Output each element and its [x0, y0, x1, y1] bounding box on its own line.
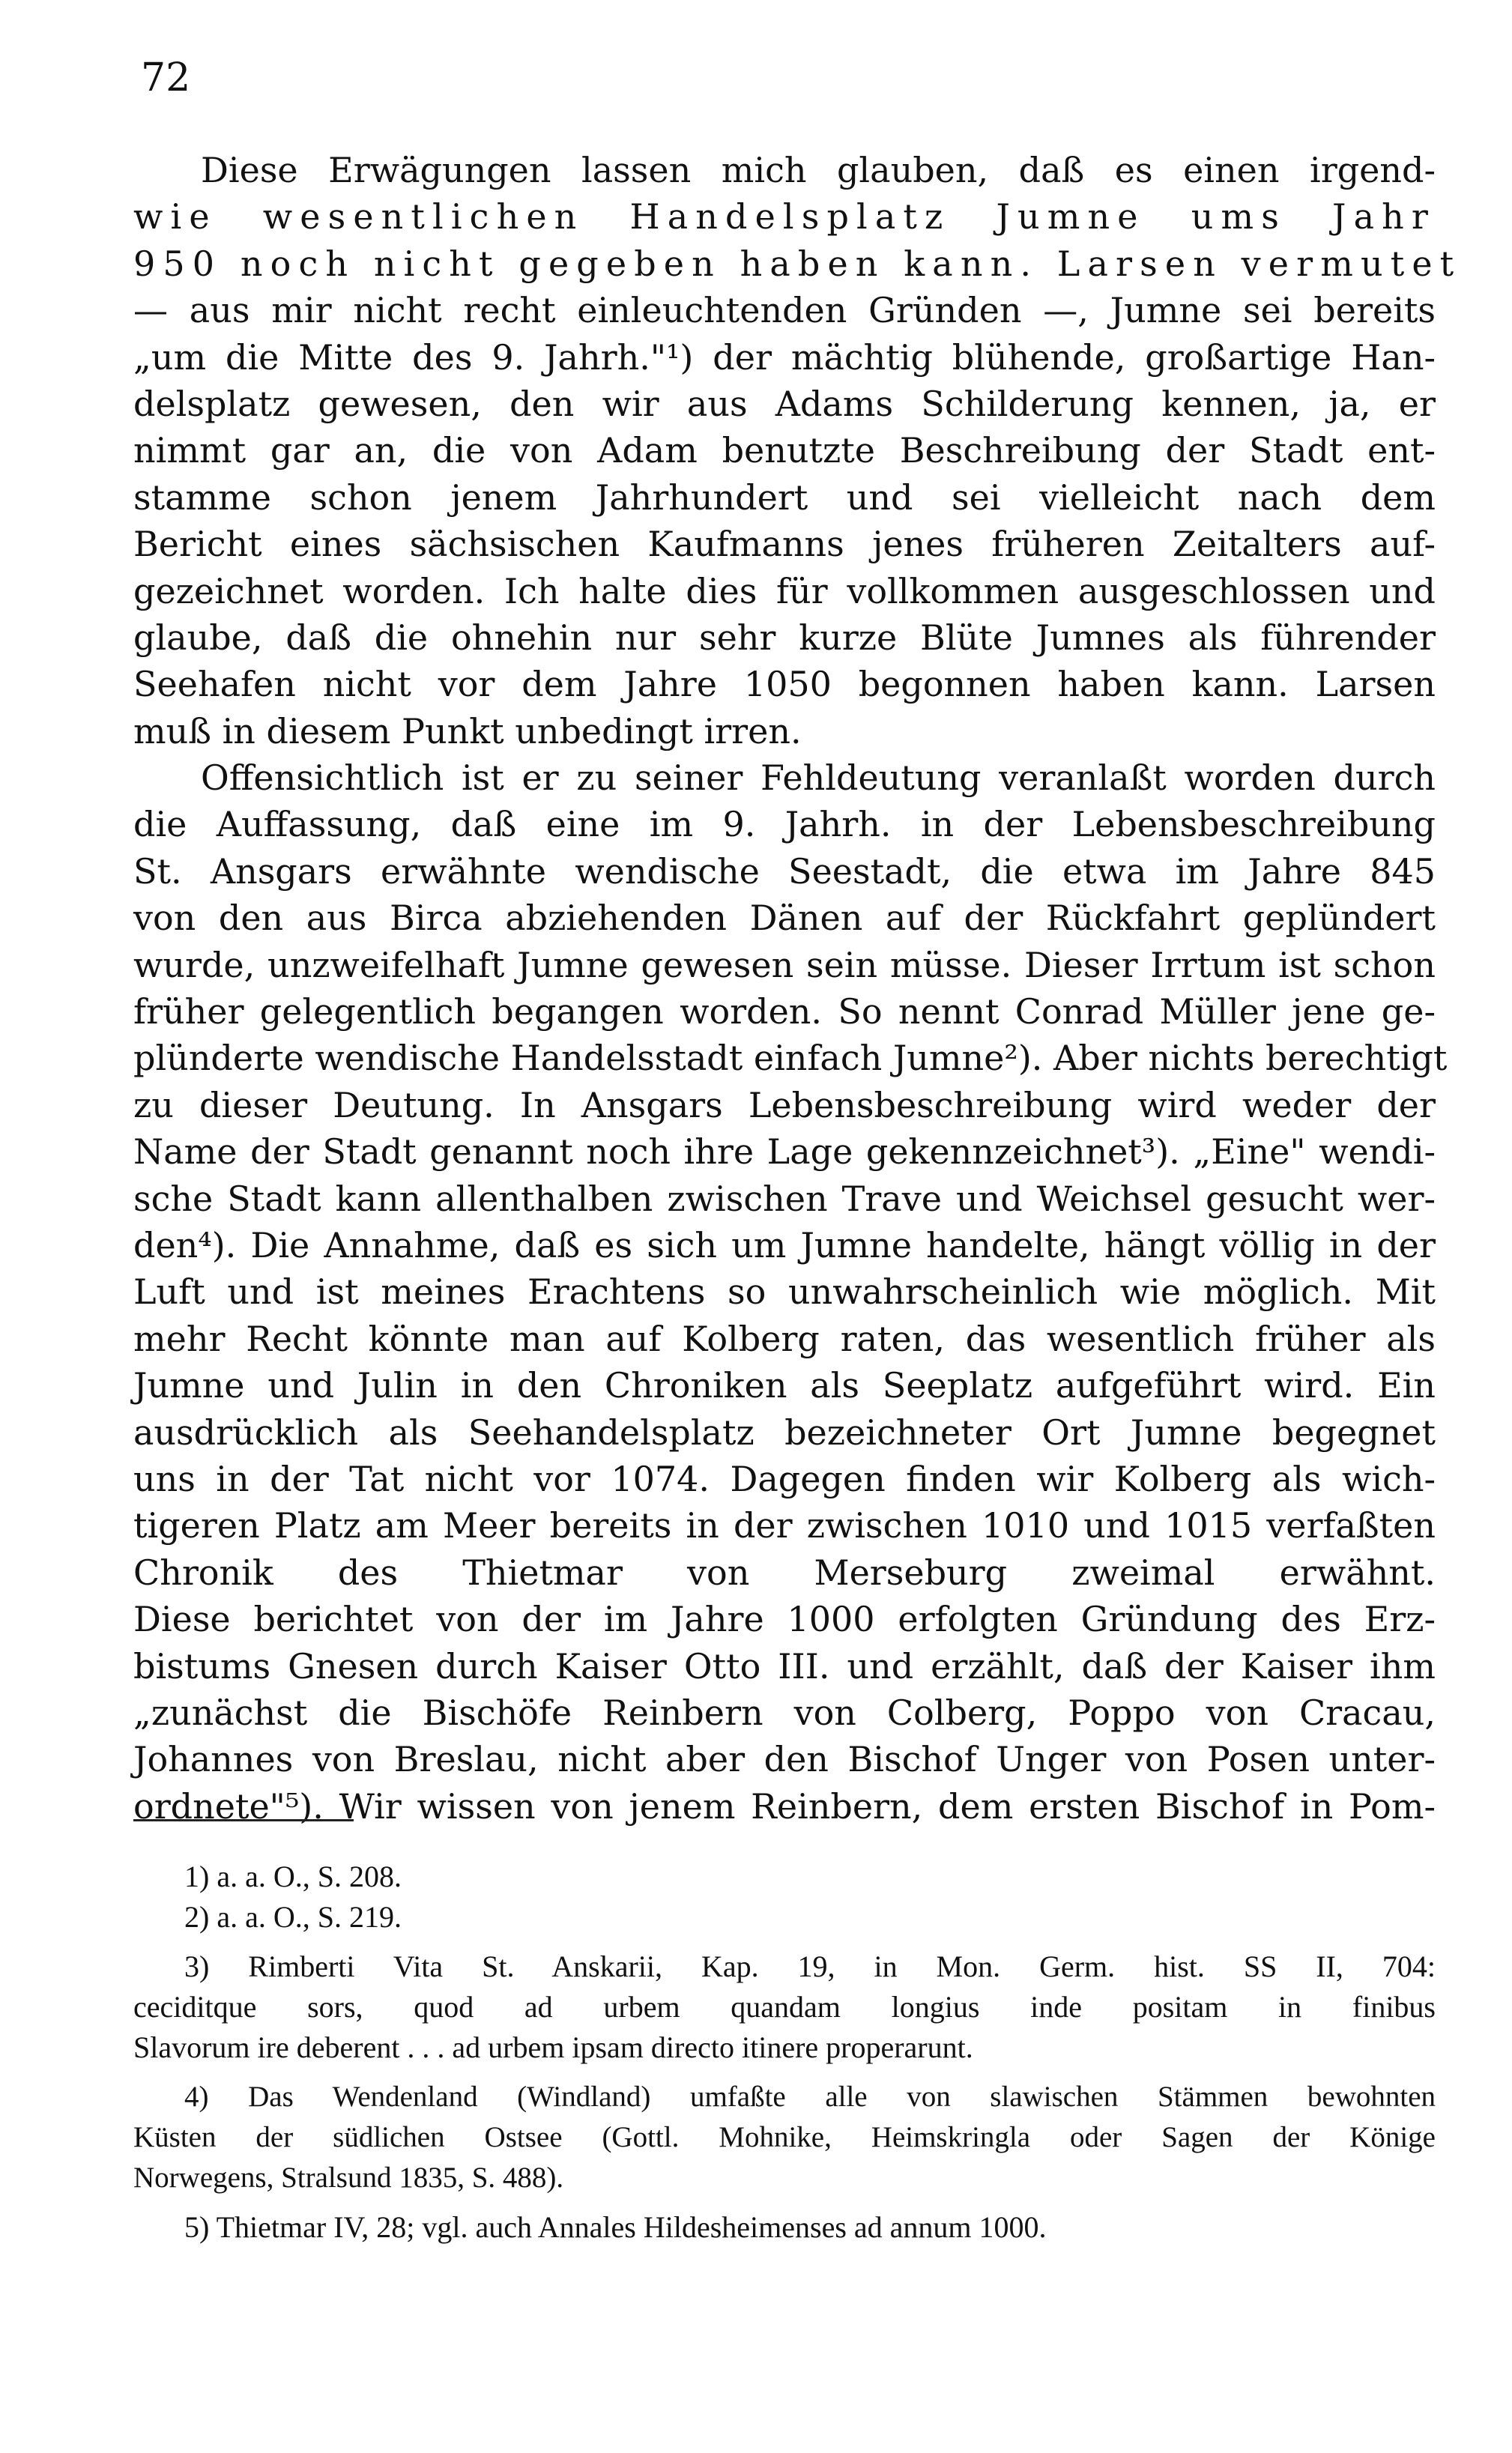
footnote	[133, 2077, 1436, 2117]
footnote	[133, 1897, 1436, 1938]
footnote-number: 1)	[184, 1860, 210, 1893]
text-line: bistums Gnesen durch Kaiser Otto III. und erzählt, daß der Kaiser ihm	[133, 1645, 1436, 1687]
text-line: gezeichnet worden. Ich halte dies für vollkommen ausgeschlossen und	[133, 570, 1436, 611]
footnote-text: a. a. O., S. 219.	[217, 1900, 402, 1934]
text-line: glaube, daß die ohnehin nur sehr kurze Blüte Jumnes als führender	[133, 617, 1436, 658]
text-line: „zunächst die Bischöfe Reinbern von Colberg, Poppo von Cracau,	[133, 1692, 1436, 1733]
text-line: Johannes von Breslau, nicht aber den Bischof Unger von Posen unter-	[133, 1739, 1436, 1780]
footnotes	[133, 1857, 1436, 2248]
text-line: Bericht eines sächsischen Kaufmanns jenes früheren Zeitalters auf-	[133, 524, 1436, 565]
text-line: „um die Mitte des 9. Jahrh."¹) der mächtig blühende, großartige Han-	[133, 336, 1436, 378]
footnote-number: 3)	[184, 1950, 210, 1983]
footnote	[133, 2207, 1436, 2248]
main-text	[133, 147, 1462, 1830]
text-line: zu dieser Deutung. In Ansgars Lebensbeschreibung wird weder der	[133, 1084, 1436, 1125]
footnote-number: 2)	[184, 1900, 210, 1934]
text-line: stamme schon jenem Jahrhundert und sei vielleicht nach dem	[133, 477, 1436, 518]
text-line: mehr Recht könnte man auf Kolberg raten, das wesentlich früher als	[133, 1318, 1436, 1359]
text-line: — aus mir nicht recht einleuchtenden Gründen —, Jumne sei bereits	[133, 290, 1436, 331]
text-line: nimmt gar an, die von Adam benutzte Beschreibung der Stadt ent-	[133, 430, 1436, 471]
text-line: plünderte wendische Handelsstadt einfach Jumne²). Aber nichts berechtigt	[133, 1038, 1448, 1079]
footnote-text: Rimberti Vita St. Anskarii, Kap. 19, in Mon. Germ. hist. SS II, 704:	[248, 1950, 1436, 1983]
text-line: wie wesentlichen Handelsplatz Jumne ums Jahr	[133, 196, 1436, 238]
text-line: sche Stadt kann allenthalben zwischen Trave und Weichsel gesucht wer-	[133, 1178, 1436, 1219]
text-line: Diese berichtet von der im Jahre 1000 erfolgten Gründung des Erz-	[133, 1599, 1436, 1640]
text-line: Diese Erwägungen lassen mich glauben, daß es einen irgend-	[201, 150, 1436, 190]
footnote-text: ceciditque sors, quod ad urbem quandam longius inde positam in finibus	[133, 1990, 1436, 2024]
text-line: wurde, unzweifelhaft Jumne gewesen sein müsse. Dieser Irrtum ist schon	[133, 944, 1436, 985]
text-line: muß in diesem Punkt unbedingt irren.	[133, 710, 802, 751]
text-line: früher gelegentlich begangen worden. So nennt Conrad Müller jene ge-	[133, 991, 1436, 1032]
text-line: St. Ansgars erwähnte wendische Seestadt, die etwa im Jahre 845	[133, 850, 1436, 892]
text-line: delsplatz gewesen, den wir aus Adams Schilderung kennen, ja, er	[133, 383, 1436, 424]
footnote-text: Norwegens, Stralsund 1835, S. 488).	[133, 2162, 564, 2194]
footnote-text: a. a. O., S. 208.	[217, 1860, 402, 1893]
footnote	[133, 1947, 1436, 1987]
text-line: Seehafen nicht vor dem Jahre 1050 begonnen haben kann. Larsen	[133, 664, 1436, 705]
text-line: tigeren Platz am Meer bereits in der zwischen 1010 und 1015 verfaßten	[133, 1505, 1436, 1546]
text-line: uns in der Tat nicht vor 1074. Dagegen finden wir Kolberg als wich-	[133, 1458, 1436, 1499]
page-number: 72	[141, 55, 191, 100]
text-line: Offensichtlich ist er zu seiner Fehldeutung veranlaßt worden durch	[201, 757, 1436, 799]
footnote-number: 4)	[184, 2081, 209, 2113]
text-line: ausdrücklich als Seehandelsplatz bezeichneter Ort Jumne begegnet	[133, 1412, 1436, 1453]
text-line: Chronik des Thietmar von Merseburg zweimal erwähnt.	[133, 1552, 1436, 1593]
footnote-text: Thietmar IV, 28; vgl. auch Annales Hildesheimenses ad annum 1000.	[216, 2210, 1047, 2244]
text-line: 950 noch nicht gegeben haben kann. Larsen vermutet	[133, 243, 1462, 284]
text-line: den⁴). Die Annahme, daß es sich um Jumne handelte, hängt völlig in der	[133, 1224, 1436, 1265]
footnote-text: Das Wendenland (Windland) umfaßte alle von slawischen Stämmen bewohnten	[248, 2081, 1436, 2113]
footnote-text: Slavorum ire deberent . . . ad urbem ipsam directo itinere properarunt.	[133, 2030, 973, 2064]
text-line: Name der Stadt genannt noch ihre Lage gekennzeichnet³). „Eine" wendi-	[133, 1131, 1436, 1173]
text-line: Luft und ist meines Erachtens so unwahrscheinlich wie möglich. Mit	[133, 1271, 1436, 1313]
footnote-divider	[133, 1819, 354, 1821]
text-line: Jumne und Julin in den Chroniken als Seeplatz aufgeführt wird. Ein	[133, 1365, 1436, 1406]
text-line: von den aus Birca abziehenden Dänen auf der Rückfahrt geplündert	[133, 898, 1436, 939]
footnote-number: 5)	[184, 2210, 210, 2244]
text-line: die Auffassung, daß eine im 9. Jahrh. in der Lebensbeschreibung	[133, 804, 1436, 845]
footnote	[133, 1857, 1436, 1897]
text-line: ordnete"⁵). Wir wissen von jenem Reinbern, dem ersten Bischof in Pom-	[133, 1785, 1436, 1827]
footnote-text: Küsten der südlichen Ostsee (Gottl. Mohnike, Heimskringla oder Sagen der Könige	[133, 2121, 1436, 2153]
